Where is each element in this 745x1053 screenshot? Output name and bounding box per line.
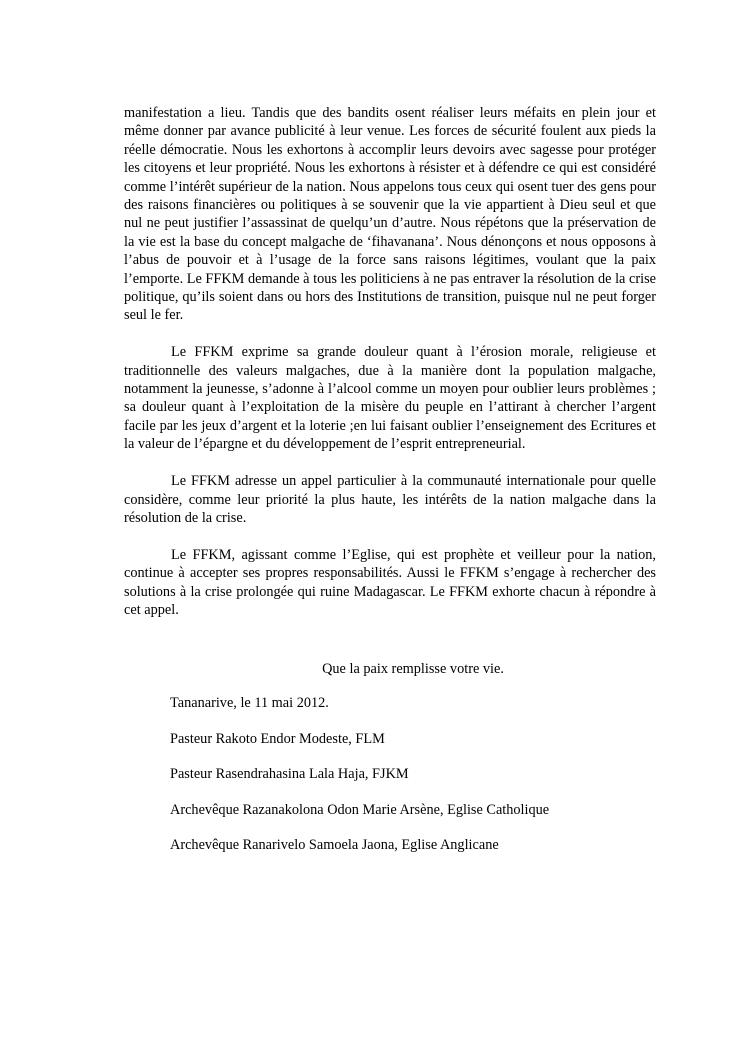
signatory-flm: Pasteur Rakoto Endor Modeste, FLM [170,730,385,747]
document-body [124,104,656,638]
paragraph-moral-erosion: Le FFKM exprime sa grande douleur quant à l’érosion morale, religieuse et traditionnelle des valeurs malgaches, due à la manière dont la population malgache, notamment la jeunesse, s’adonne à l’alcool comme un moyen pour oublier leurs problèmes ; sa douleur quant à l’exploitation de la misère du peuple en l’attirant à chercher l’argent facile par les jeux d’argent et la loterie ;en lui faisant oublier l’enseignement des Ecritures et la valeur de l’épargne et du développement de l’esprit entrepreneurial. [124,344,656,453]
paragraph-international-appeal: Le FFKM adresse un appel particulier à la communauté internationale pour quelle considère, comme leur priorité la plus haute, les intérêts de la nation malgache dans la résolution de la crise. [124,473,656,526]
paragraph-church-responsibility: Le FFKM, agissant comme l’Eglise, qui est prophète et veilleur pour la nation, continue à accepter ses propres responsabilités. Aussi le FFKM s’engage à rechercher des solutions à la crise prolongée qui ruine Madagascar. Le FFKM exhorte chacun à répondre à cet appel. [124,546,656,618]
paragraph-continuation: manifestation a lieu. Tandis que des bandits osent réaliser leurs méfaits en plein jour et même donner par avance publicité à leur venue. Les forces de sécurité foulent aux pieds la réelle démocratie. Nous les exhortons à accomplir leurs devoirs avec sagesse pour protéger les citoyens et leur propriété. Nous les exhortons à résister et à défendre ce qui est considéré comme l’intérêt supérieur de la nation. Nous appelons tous ceux qui osent tuer des gens pour des raisons financières ou politiques à se souvenir que la vie appartient à Dieu seul et que nul ne peut justifier l’assassinat de quelqu’un d’autre. Nous répétons que la préservation de la vie est la base du concept malgache de ‘fihavanana’. Nous dénonçons et nous opposons à l’abus de pouvoir et à l’usage de la force sans raisons légitimes, voulant que la paix l’emporte. Le FFKM demande à tous les politiciens à ne pas entraver la résolution de la crise politique, qu’ils soient dans ou hors des Institutions de transition, puisque nul ne peut forger seul le fer. [124,105,656,324]
signatory-fjkm: Pasteur Rasendrahasina Lala Haja, FJKM [170,766,409,783]
signature-block [170,694,549,872]
place-date: Tananarive, le 11 mai 2012. [170,695,329,711]
signatory-catholic: Archevêque Razanakolona Odon Marie Arsène, Eglise Catholique [170,801,550,818]
signatory-anglican: Archevêque Ranarivelo Samoela Jaona, Eglise Anglicane [170,837,499,854]
closing-blessing: Que la paix remplisse votre vie. [322,661,504,677]
